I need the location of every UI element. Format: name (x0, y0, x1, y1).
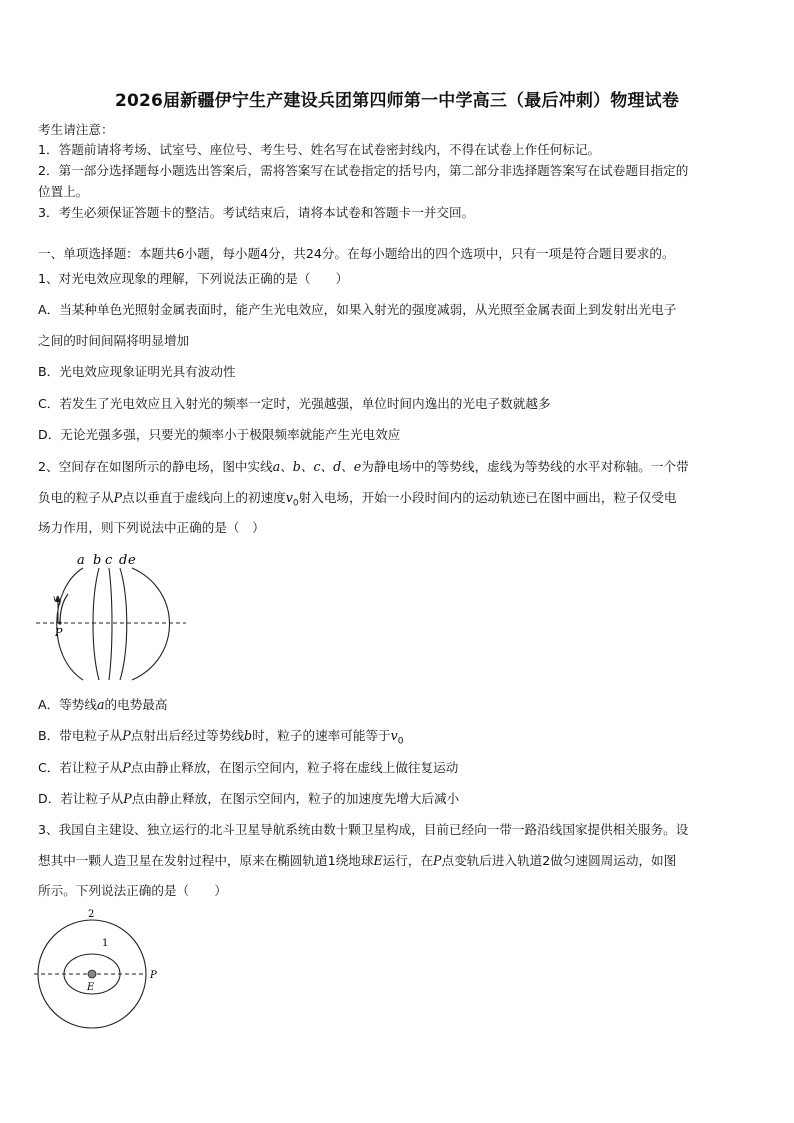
notice-item-2: 2．第一部分选择题每小题选出答案后，需将答案写在试卷指定的括号内，第二部分非选择题答案写在试卷题目指定的 (38, 163, 689, 178)
q3-stem-line1: 3、我国自主建设、独立运行的北斗卫星导航系统由数十颗卫星构成，目前已经向一带一路沿线国家提供相关服务。设 (38, 822, 689, 837)
equipotential-e (132, 568, 170, 680)
q1-option-b: B．光电效应现象证明光具有波动性 (38, 364, 236, 379)
equipotential-c (109, 568, 112, 680)
fig-p-label: P (55, 626, 63, 639)
q2-stem-text: 为静电场中的等势线，虚线为等势线的水平对称轴。一个带 (361, 459, 689, 474)
q2-option-d-text: D．若让粒子从 (38, 791, 124, 806)
q2-option-a-text: A．等势线 (38, 697, 97, 712)
q2-stem-vars: a、b、c、d、e (272, 459, 362, 474)
q3-stem-text: 点变轨后进入轨道 (441, 853, 543, 868)
q2-option-c-text: 点由静止释放，在图示空间内，粒子将在虚线上做往复运动 (130, 760, 459, 775)
q2-stem-text: 2、空间存在如图所示的静电场，图中实线 (38, 459, 273, 474)
label-a: a (77, 553, 85, 568)
section-heading: 一、单项选择题：本题共6小题，每小题4分，共24分。在每小题给出的四个选项中，只有一项是符合题目要求的。 (38, 246, 675, 261)
equipotential-b (93, 568, 99, 680)
q1-option-c: C．若发生了光电效应且入射光的频率一定时，光强越强，单位时间内逸出的光电子数就越多 (38, 396, 551, 411)
fig-v0-label: v (53, 594, 58, 603)
q2-option-b-text: B．带电粒子从 (38, 728, 123, 743)
q1-option-d: D．无论光强多强，只要光的频率小于极限频率就能产生光电效应 (38, 427, 401, 442)
q2-option-c (38, 760, 458, 776)
q3-point-p: P (433, 853, 442, 868)
q3-stem-text: 想其中一颗人造卫星在发射过程中，原来在椭圆轨道 (38, 853, 328, 868)
q2-stem-line3: 场力作用，则下列说法中正确的是（ ） (38, 520, 265, 535)
q2-v0: v (285, 490, 293, 505)
q2-option-c-text: C．若让粒子从 (38, 760, 123, 775)
q3-stem-text: 运行，在 (382, 853, 434, 868)
notice-item-1: 1．答题前请将考场、试室号、座位号、考生号、姓名写在试卷密封线内，不得在试卷上作任何标记。 (38, 142, 601, 157)
q3-earth-e: E (373, 853, 383, 868)
q2-option-d-p: P (123, 791, 132, 806)
q3-stem-line2 (38, 853, 676, 869)
q2-option-b-p: P (122, 728, 131, 743)
q2-stem-text: 点以垂直于虚线向上的初速度 (122, 490, 286, 505)
notice-item-3: 3．考生必须保证答题卡的整洁。考试结束后，请将本试卷和答题卡一并交回。 (38, 205, 475, 220)
label-e: e (128, 553, 136, 568)
notice-item-2-cont: 位置上。 (38, 184, 89, 199)
q2-stem-line2 (38, 490, 676, 512)
point-p-dot (58, 621, 61, 624)
label-c: c (105, 553, 113, 568)
q2-option-d-text: 点由静止释放，在图示空间内，粒子的加速度先增大后减小 (131, 791, 460, 806)
fig-p-label: P (150, 970, 157, 981)
q3-orbit-2: 2 (542, 853, 551, 868)
q3-stem-text: 绕地球 (335, 853, 374, 868)
q2-option-a-var: a (97, 697, 105, 712)
equipotential-d (120, 568, 127, 680)
label-b: b (93, 553, 102, 568)
fig-earth-label: E (87, 982, 95, 993)
q1-stem: 1、对光电效应现象的理解，下列说法正确的是（ ） (38, 271, 349, 286)
q2-stem-text: 负电的粒子从 (38, 490, 114, 505)
q2-v0-sub: 0 (292, 498, 299, 509)
q2-equipotential-figure (36, 550, 186, 684)
q2-stem-text: 射入电场，开始一小段时间内的运动轨迹已在图中画出，粒子仅受电 (298, 490, 677, 505)
q3-stem-text: 做匀速圆周运动，如图 (550, 853, 677, 868)
q2-option-d (38, 791, 459, 807)
q2-option-a (38, 697, 167, 713)
fig-orbit-1-label: 1 (102, 938, 109, 949)
q2-option-b-text: 时，粒子的速率可能等于 (252, 728, 391, 743)
q2-option-b-v0: v (390, 728, 398, 743)
q2-option-c-p: P (122, 760, 131, 775)
q3-stem-line3: 所示。下列说法正确的是（ ） (38, 883, 227, 898)
fig-v0-sub: 0 (57, 600, 61, 607)
q2-option-b-v0-sub: 0 (397, 736, 404, 747)
q2-stem-line1 (38, 459, 689, 475)
q2-option-a-text: 的电势最高 (104, 697, 168, 712)
q3-orbit-1: 1 (327, 853, 336, 868)
q1-option-a-cont: 之间的时间间隔将明显增加 (38, 333, 190, 348)
page-title: 2026届新疆伊宁生产建设兵团第四师第一中学高三（最后冲刺）物理试卷 (114, 91, 680, 111)
q2-option-b (38, 728, 403, 750)
q3-orbit-figure (34, 906, 164, 1030)
q1-option-a: A．当某种单色光照射金属表面时，能产生光电效应，如果入射光的强度减弱，从光照至金属表面上到发射出光电子 (38, 302, 677, 317)
fig-orbit-2-label: 2 (88, 909, 95, 920)
label-d: d (119, 553, 128, 568)
notice-heading: 考生请注意： (38, 122, 114, 137)
q2-point-p: P (113, 490, 123, 505)
earth (88, 970, 96, 978)
q2-option-b-text: 点射出后经过等势线 (130, 728, 245, 743)
q2-option-b-var: b (244, 728, 253, 743)
